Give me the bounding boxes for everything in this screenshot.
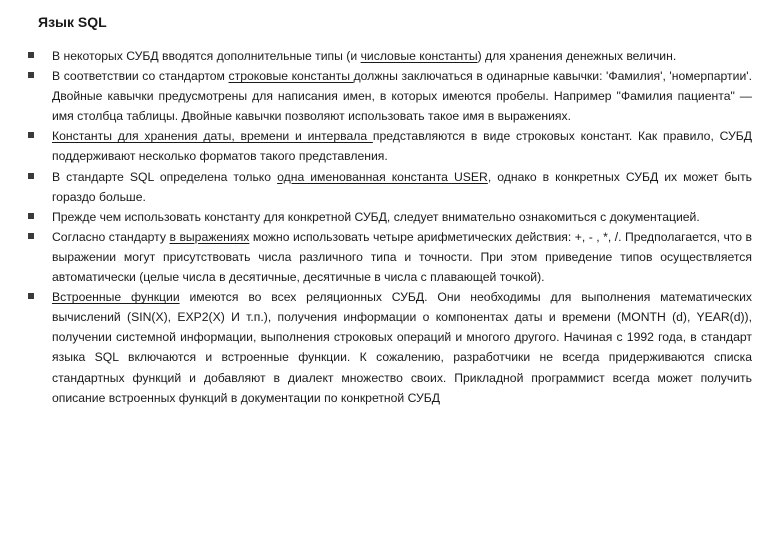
underlined-term: Встроенные функции (52, 290, 180, 305)
item-text: представляются в виде строковых констант. Как правило, СУБД поддерживают несколько форматов такого представления. (52, 129, 753, 164)
bullet-list (28, 46, 752, 408)
underlined-term: строковые константы (228, 69, 354, 84)
item-text: В соответствии со стандартом (52, 69, 229, 84)
underlined-term: в выражениях (169, 229, 250, 244)
item-text: , однако в конкретных СУБД их может быть гораздо больше. (52, 169, 752, 204)
page-title: Язык SQL (38, 14, 107, 30)
item-text: В стандарте SQL определена только (52, 169, 278, 184)
item-text: Согласно стандарту (52, 229, 170, 244)
underlined-term: одна именованная константа USER (277, 169, 488, 184)
square-bullet-icon (28, 173, 34, 179)
item-text: можно использовать четыре арифметических действия: +, - , *, /. Предполагается, что в выражении могут присутствовать числа различного типа и точности. При этом приведение типов осуществляется автоматически (целые числа в десятичные, десятичные в числа с плавающей точкой). (52, 229, 753, 285)
square-bullet-icon (28, 132, 34, 138)
list-item (28, 207, 752, 227)
underlined-term: Константы для хранения даты, времени и интервала (52, 129, 373, 144)
underlined-term: числовые константы (360, 49, 478, 63)
item-text: Прежде чем использовать константу для конкретной СУБД, следует внимательно ознакомиться с документацией. (52, 209, 700, 224)
square-bullet-icon (28, 213, 34, 219)
square-bullet-icon (28, 52, 34, 58)
list-item (28, 167, 752, 207)
item-text: ) для хранения денежных величин. (477, 49, 677, 63)
list-item (28, 227, 752, 287)
list-item (28, 287, 752, 408)
square-bullet-icon (28, 233, 34, 239)
square-bullet-icon (28, 72, 34, 78)
square-bullet-icon (28, 293, 34, 299)
item-text: должны заключаться в одинарные кавычки: 'Фамилия', 'номерпартии'. Двойные кавычки предусмотрены для написания имен, в которых имеются пробелы. Например "Фамилия пациента" — имя столбца таблицы. Двойные кавычки позволяют использовать такое имя в выражениях. (52, 69, 752, 124)
list-item (28, 126, 752, 166)
list-item (28, 66, 752, 126)
list-item (28, 46, 752, 66)
item-text: В некоторых СУБД вводятся дополнительные типы (и (52, 49, 361, 63)
item-text: имеются во всех реляционных СУБД. Они необходимы для выполнения математических вычислений (SIN(X), EXP2(X) И т.п.), получения информации о компонентах даты и времени (MONTH (d), YEAR(d)), получении системной информации, выполнения строковых операций и многого другого. Начиная с 1992 года, в стандарт языка SQL включаются и встроенные функции. К сожалению, разработчики не всегда придерживаются списка стандартных функций и добавляют в диалект множество своих. Прикладной программист всегда может получить описание встроенных функций в документации по конкретной СУБД (52, 290, 752, 405)
